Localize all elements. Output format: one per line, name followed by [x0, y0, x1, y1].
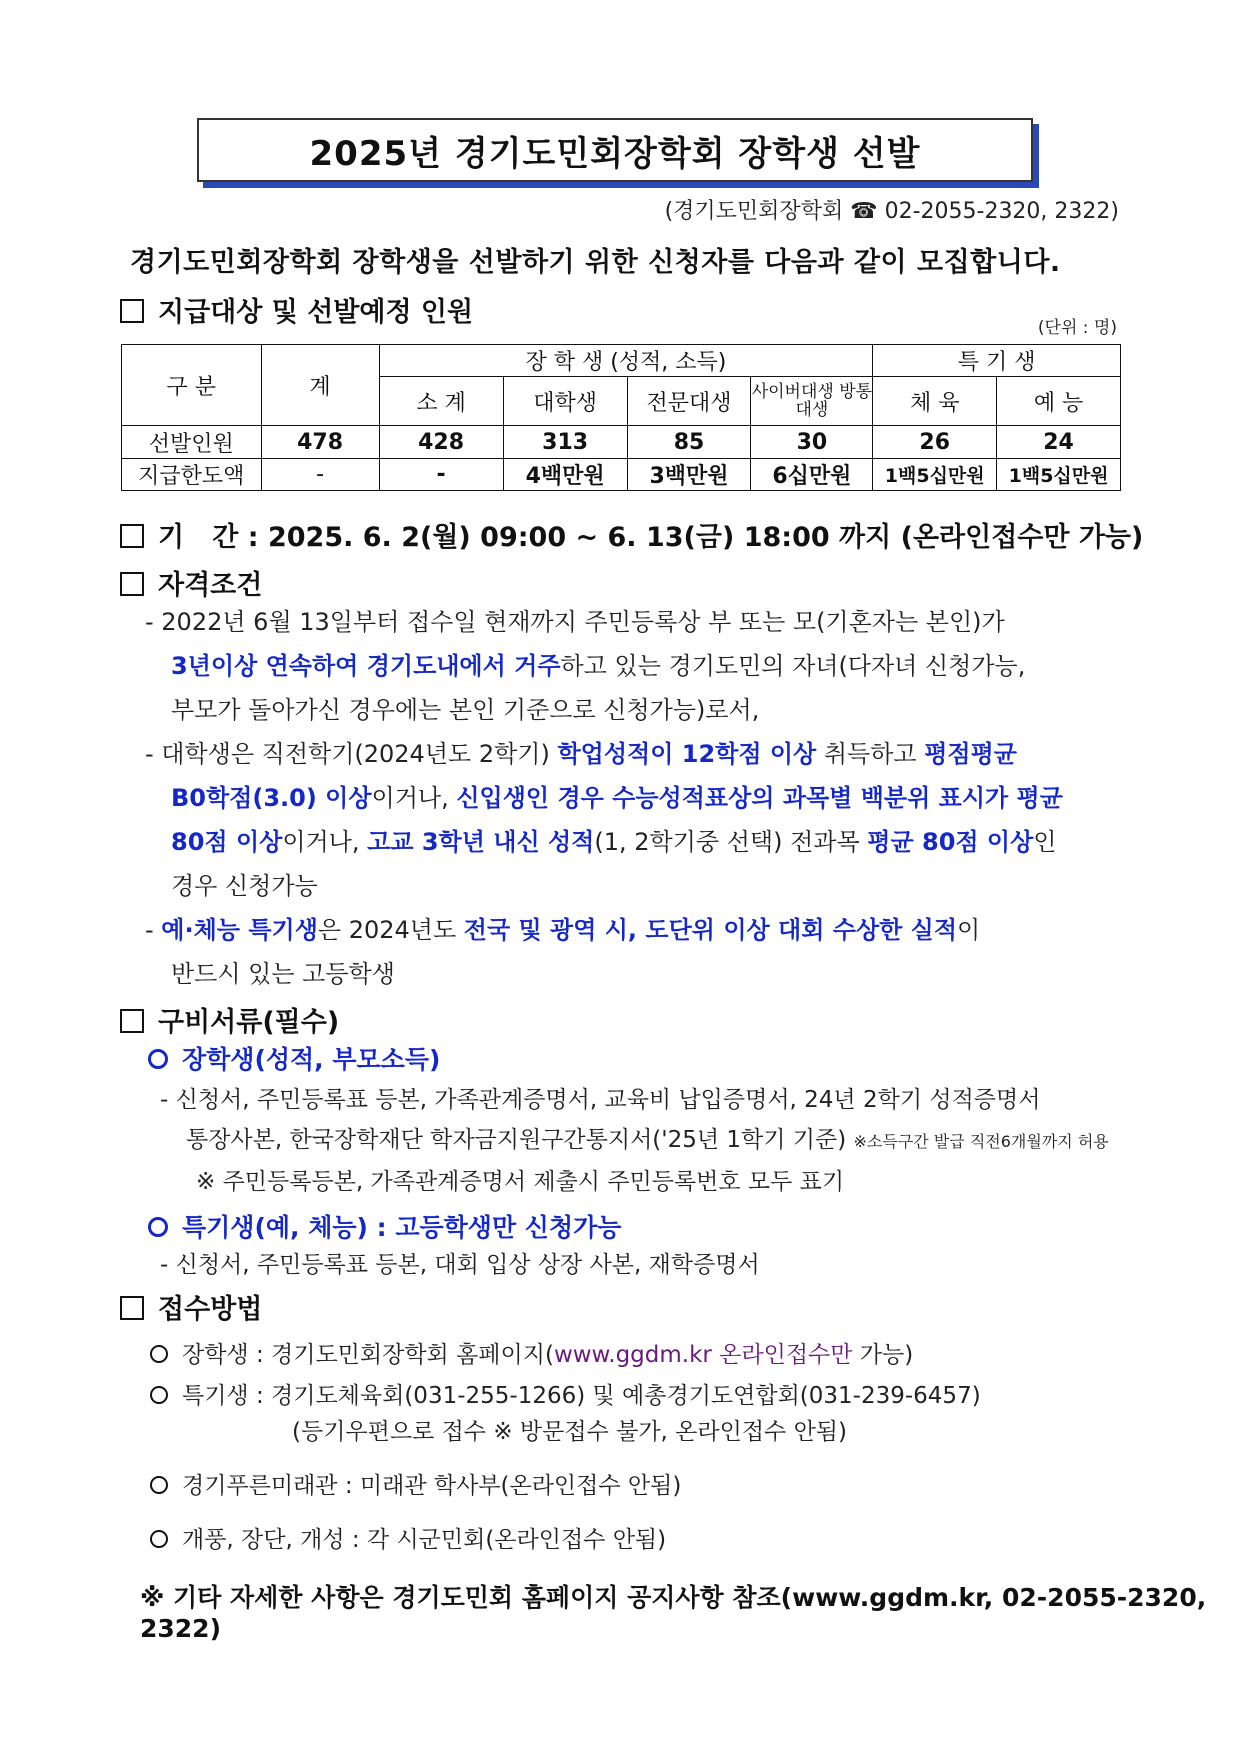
qual-line: 경우 신청가능: [171, 872, 318, 900]
checkbox-square-icon: [120, 524, 144, 548]
cell-college: 85: [627, 426, 751, 459]
table-header-univ: 대학생: [503, 377, 627, 426]
checkbox-square-icon: [120, 572, 144, 596]
qual-highlight: B0학점(3.0) 이상: [171, 784, 372, 812]
checkbox-square-icon: [120, 1009, 144, 1033]
qual-highlight: 3년이상 연속하여 경기도내에서 거주: [171, 652, 561, 680]
qual-highlight: 학업성적이 12학점 이상: [557, 740, 817, 768]
selection-table: [121, 344, 1121, 491]
qual-highlight: 80점 이상: [171, 828, 283, 856]
qual-highlight: 신입생인 경우 수능성적표상의 과목별 백분위 표시가 평균: [456, 784, 1063, 812]
table-header-special: 특 기 생: [873, 345, 1121, 377]
reception-text: 장학생 : 경기도민회장학회 홈페이지(: [182, 1342, 554, 1368]
qual-text: (1, 2학기중 선택) 전과목: [594, 828, 868, 856]
cell-cyber: 6십만원: [751, 459, 873, 491]
table-header-sports: 체 육: [873, 377, 997, 426]
qual-line: 부모가 돌아가신 경우에는 본인 기준으로 신청가능)로서,: [171, 696, 760, 724]
cell-univ: 4백만원: [503, 459, 627, 491]
qual-highlight: 예·체능 특기생: [161, 916, 318, 944]
cell-sports: 1백5십만원: [873, 459, 997, 491]
section-heading-qualifications: [120, 563, 262, 602]
qual-highlight: 고교 3학년 내신 성적: [367, 828, 595, 856]
doc-line: [160, 1120, 1130, 1162]
doc-note-small: ※소득구간 발급 직전6개월까지 허용: [853, 1132, 1109, 1151]
qual-text: 은 2024년도: [317, 916, 464, 944]
cell-arts: 1백5십만원: [997, 459, 1121, 491]
unit-note: (단위 : 명): [1037, 318, 1117, 338]
table-header-scholar: 장 학 생 (성적, 소득): [379, 345, 873, 377]
reception-line: [150, 1378, 981, 1414]
qual-text: 이거나,: [371, 784, 457, 812]
qual-line: [145, 820, 1125, 864]
doc-subheading-special: [148, 1208, 621, 1244]
qual-line: [145, 908, 1125, 952]
section-heading-label: 구비서류(필수): [158, 1007, 340, 1038]
circle-bullet-icon: [148, 1217, 168, 1237]
qual-line: 반드시 있는 고등학생: [171, 960, 395, 988]
qual-text: 인: [1033, 828, 1057, 856]
cell-total: 478: [261, 426, 379, 459]
cell-univ: 313: [503, 426, 627, 459]
doc-subheading-scholar: [148, 1040, 440, 1076]
reception-text: 특기생 : 경기도체육회(031-255-1266) 및 예총경기도연합회(031-239-6457): [182, 1383, 981, 1409]
table-header-college: 전문대생: [627, 377, 751, 426]
reception-item: [150, 1466, 681, 1506]
doc-subheading-label: 특기생(예, 체능) : 고등학생만 신청가능: [182, 1213, 622, 1242]
circle-bullet-icon: [150, 1345, 168, 1363]
contact-line: (경기도민회장학회 ☎ 02-2055-2320, 2322): [664, 199, 1119, 224]
qual-line: - 2022년 6월 13일부터 접수일 현재까지 주민등록상 부 또는 모(기혼자는 본인)가: [145, 608, 1005, 636]
cell-arts: 24: [997, 426, 1121, 459]
reception-text: 가능): [852, 1342, 914, 1368]
doc-line: - 신청서, 주민등록표 등본, 가족관계증명서, 교육비 납입증명서, 24년 2학기 성적증명서: [160, 1087, 1041, 1113]
reception-item: [150, 1520, 666, 1560]
section-heading-documents: [120, 1000, 339, 1039]
table-header-total: 계: [261, 345, 379, 426]
table-row: [122, 459, 1121, 491]
qual-text: -: [145, 916, 162, 944]
qual-highlight: 평균 80점 이상: [867, 828, 1034, 856]
qual-line: [145, 732, 1125, 776]
footer-note: ※ 기타 자세한 사항은 경기도민회 홈페이지 공지사항 참조(www.ggdm.kr, 02-2055-2320, 2322): [140, 1583, 1207, 1643]
table-header-arts: 예 능: [997, 377, 1121, 426]
checkbox-square-icon: [120, 299, 144, 323]
qual-text: 이: [957, 916, 981, 944]
section-heading-label: 자격조건: [158, 570, 263, 601]
table-row: [122, 426, 1121, 459]
reception-text: 경기푸른미래관 : 미래관 학사부(온라인접수 안됨): [182, 1473, 682, 1499]
qual-highlight: 평점평균: [924, 740, 1017, 768]
section-heading-reception: [120, 1287, 262, 1326]
circle-bullet-icon: [150, 1476, 168, 1494]
qual-text: - 대학생은 직전학기(2024년도 2학기): [145, 740, 558, 768]
reception-text: 개풍, 장단, 개성 : 각 시군민회(온라인접수 안됨): [182, 1527, 667, 1553]
circle-bullet-icon: [148, 1049, 168, 1069]
section-heading-label: 지급대상 및 선발예정 인원: [158, 297, 474, 328]
table-header-subtotal: 소 계: [379, 377, 503, 426]
homepage-link[interactable]: www.ggdm.kr 온라인접수만: [553, 1342, 853, 1368]
doc-subheading-label: 장학생(성적, 부모소득): [182, 1045, 441, 1074]
qualifications-block: [145, 600, 1125, 996]
reception-item: [150, 1378, 981, 1450]
doc-text: 통장사본, 한국장학재단 학자금지원구간통지서('25년 1학기 기준): [186, 1127, 847, 1153]
section-heading-period: [120, 515, 1143, 554]
doc-line: - 신청서, 주민등록표 등본, 대회 입상 상장 사본, 재학증명서: [160, 1252, 760, 1278]
documents-scholar-block: [160, 1080, 1130, 1202]
qual-line: [145, 776, 1125, 820]
section-heading-label: 접수방법: [158, 1294, 263, 1325]
table-header-cyber: 사이버대생 방통대생: [751, 377, 873, 426]
circle-bullet-icon: [150, 1386, 168, 1404]
qual-text: 취득하고: [816, 740, 925, 768]
page-title: 2025년 경기도민회장학회 장학생 선발: [309, 133, 921, 174]
qual-text: 이거나,: [282, 828, 368, 856]
row-label: 지급한도액: [122, 459, 262, 491]
title-box: [197, 118, 1033, 182]
cell-subtotal: -: [379, 459, 503, 491]
cell-subtotal: 428: [379, 426, 503, 459]
checkbox-square-icon: [120, 1296, 144, 1320]
intro-text: 경기도민회장학회 장학생을 선발하기 위한 신청자를 다음과 같이 모집합니다.: [130, 247, 1061, 278]
doc-line: ※ 주민등록등본, 가족관계증명서 제출시 주민등록번호 모두 표기: [196, 1169, 845, 1195]
row-label: 선발인원: [122, 426, 262, 459]
cell-sports: 26: [873, 426, 997, 459]
reception-line: (등기우편으로 접수 ※ 방문접수 불가, 온라인접수 안됨): [292, 1419, 847, 1445]
cell-college: 3백만원: [627, 459, 751, 491]
reception-item: [150, 1335, 913, 1375]
qual-line: [145, 644, 1125, 688]
section-heading-label: 기 간 : 2025. 6. 2(월) 09:00 ~ 6. 13(금) 18:00 까지 (온라인접수만 가능): [158, 522, 1144, 553]
cell-cyber: 30: [751, 426, 873, 459]
cell-total: -: [261, 459, 379, 491]
qual-highlight: 전국 및 광역 시, 도단위 이상 대회 수상한 실적: [463, 916, 958, 944]
section-heading-eligibility: [120, 290, 473, 329]
qual-text: 하고 있는 경기도민의 자녀(다자녀 신청가능,: [560, 652, 1026, 680]
table-header-category: 구 분: [122, 345, 262, 426]
circle-bullet-icon: [150, 1530, 168, 1548]
